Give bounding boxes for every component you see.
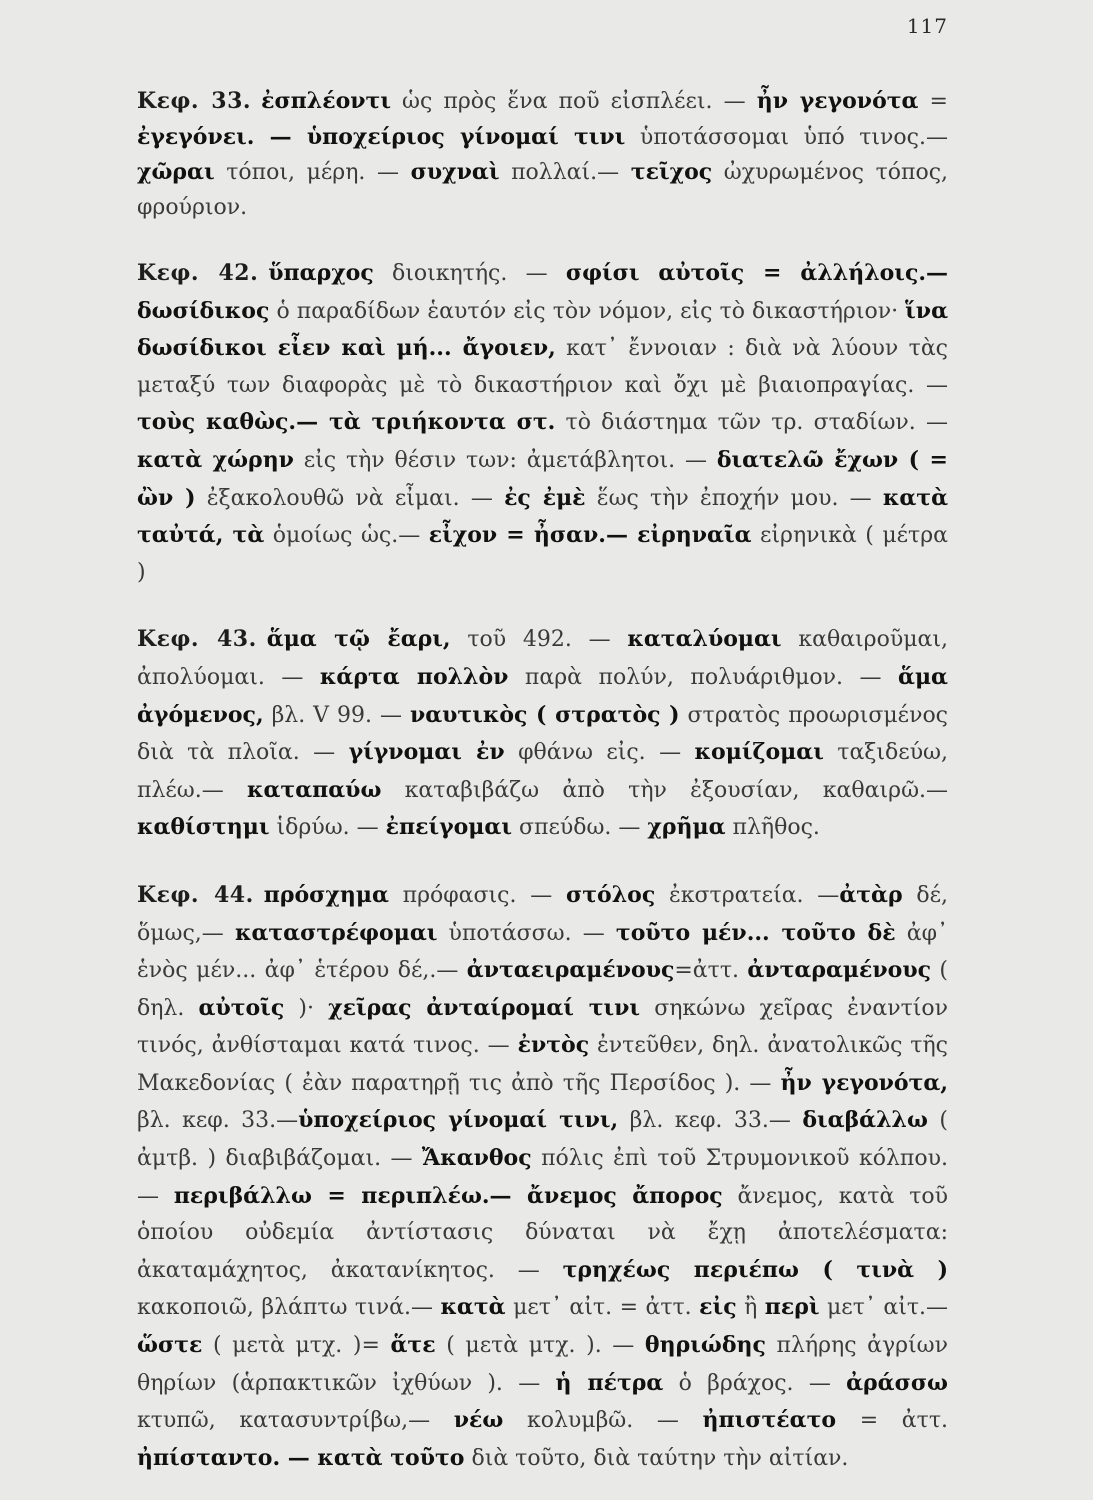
lemma-term: ἡ πέτρα: [555, 1369, 664, 1396]
commentary-body: [137, 84, 948, 1477]
lemma-term: ἦν γεγονότα: [756, 88, 919, 114]
chapter-heading: Κεφ. 44.: [137, 881, 254, 908]
lemma-term: ἀτὰρ: [839, 881, 903, 908]
gloss-text: =ἀττ.: [674, 958, 748, 984]
lemma-term: κομίζομαι: [694, 739, 824, 766]
gloss-text: παρὰ πολύν, πολυάριθμον. —: [508, 664, 899, 690]
lemma-term: ἠπιστέατο: [702, 1407, 837, 1434]
gloss-text: σηκώνω χεῖρας ἐναντίον τινός, ἀνθίσταμαι κατά τινος. —: [137, 995, 948, 1059]
lemma-term: χρῆμα: [647, 814, 726, 841]
lemma-term: περὶ: [764, 1294, 820, 1321]
gloss-text: ( ἀμτβ. ) διαβιβάζομαι. —: [137, 1108, 948, 1172]
lemma-term: συχναὶ: [410, 159, 500, 185]
chapter-paragraph: [137, 255, 948, 591]
lemma-term: ἵνα δωσίδικοι εἶεν καὶ μή... ἄγοιεν,: [137, 297, 948, 362]
lemma-term: πρόσχημα: [263, 881, 389, 908]
gloss-text: μετ᾽ αἰτ.—: [819, 1295, 949, 1321]
gloss-text: πόλις ἐπὶ τοῦ Στρυμονικοῦ κόλπου.—: [137, 1146, 948, 1209]
lemma-term: αὐτοῖς: [198, 994, 285, 1021]
gloss-text: ὁ βράχος. —: [663, 1370, 847, 1396]
chapter-heading: Κεφ. 42.: [137, 260, 259, 286]
gloss-text: τοῦ 492. —: [450, 627, 628, 653]
lemma-term: σφίσι αὐτοῖς = ἀλλήλοις.— δωσίδικος: [137, 260, 948, 324]
gloss-text: βλ. κεφ. 33.—: [137, 1108, 299, 1134]
lemma-term: χῶραι: [137, 159, 215, 185]
gloss-text: ἀφ᾽ ἑνὸς μέν... ἀφ᾽ ἑτέρου δέ,.—: [137, 920, 948, 984]
gloss-text: ὑποτάσσομαι ὑπό τινος.—: [625, 124, 948, 150]
gloss-text: δέ, ὅμως,—: [137, 882, 948, 946]
lemma-term: ἅμα τῷ ἔαρι,: [266, 626, 451, 653]
chapter-paragraph: [137, 621, 948, 847]
gloss-text: ἐκστρατεία. —: [655, 882, 840, 908]
lemma-term: εἰς: [699, 1294, 737, 1321]
lemma-term: ἐς ἐμὲ: [504, 484, 586, 511]
gloss-text: κτυπῶ, κατασυντρίβω,—: [137, 1408, 454, 1434]
gloss-text: διὰ τοῦτο, διὰ ταύτην τὴν αἰτίαν.: [464, 1445, 849, 1471]
gloss-text: στρατὸς προωρισμένος διὰ τὰ πλοῖα. —: [137, 702, 949, 766]
lemma-term: χεῖρας ἀνταίρομαί τινι: [328, 994, 641, 1021]
lemma-term: Ἄκανθος: [421, 1145, 532, 1172]
gloss-text: =: [918, 89, 948, 114]
gloss-text: ὠχυρωμένος τόπος, φρούριον.: [137, 160, 949, 220]
gloss-text: κατ᾽ ἔννοιαν : διὰ νὰ λύουν τὰς μεταξύ των διαφορὰς μὲ τὸ δικαστήριον καὶ ὄχι μὲ βιαιοπραγίας. —: [137, 336, 948, 398]
gloss-text: ὡς πρὸς ἕνα ποῦ εἰσπλέει. —: [390, 89, 757, 114]
chapter-section: [137, 621, 948, 847]
chapter-paragraph: [137, 877, 948, 1478]
gloss-text: τόποι, μέρη. —: [214, 160, 411, 185]
lemma-term: καταλύομαι: [627, 626, 782, 653]
gloss-text: καθαιροῦμαι, ἀπολύομαι. —: [137, 627, 948, 690]
chapter-section: [137, 255, 948, 591]
gloss-text: ( δηλ.: [137, 958, 948, 1021]
gloss-text: φθάνω εἰς. —: [504, 740, 695, 766]
gloss-text: ἄνεμος, κατὰ τοῦ ὁποίου οὐδεμία ἀντίστασις δύναται νὰ ἔχῃ ἀποτελέσματα: ἀκαταμάχητος, ἀκατανίκητος. —: [137, 1183, 948, 1283]
gloss-text: σπεύδω. —: [511, 815, 648, 841]
lemma-term: περιβάλλω = περιπλέω.— ἄνεμος ἄπορος: [173, 1182, 723, 1209]
lemma-term: καθίστημι: [137, 814, 270, 841]
lemma-term: ἐντὸς: [517, 1032, 590, 1059]
chapter-heading: Κεφ. 33.: [137, 88, 252, 114]
gloss-text: πλῆθος.: [725, 815, 820, 841]
gloss-text: = ἀττ.: [836, 1408, 948, 1434]
lemma-term: ὕπαρχος: [268, 260, 374, 286]
chapter-section: [137, 877, 948, 1478]
gloss-text: βλ. V 99. —: [263, 702, 410, 728]
gloss-text: ὁμοίως ὡς.—: [264, 523, 429, 549]
gloss-text: τὸ διάστημα τῶν τρ. σταδίων. —: [555, 410, 948, 436]
gloss-text: πρόφασις. —: [388, 882, 567, 908]
lemma-term: τεῖχος: [630, 159, 713, 185]
gloss-text: ( μετὰ μτχ. ). —: [435, 1333, 645, 1359]
gloss-text: ταξιδεύω, πλέω.—: [137, 740, 948, 803]
lemma-term: τρηχέως περιέπω ( τινὰ ): [562, 1256, 948, 1283]
lemma-term: θηριώδης: [644, 1332, 766, 1359]
gloss-text: ἐντεῦθεν, δηλ. ἀνατολικῶς τῆς Μακεδονίας ( ἐὰν παρατηρῇ τις ἀπὸ τῆς Περσίδος ). —: [137, 1033, 948, 1096]
gloss-text: πολλαί.—: [499, 160, 631, 185]
gloss-text: εἰς τὴν θέσιν των: ἀμετάβλητοι. —: [293, 447, 717, 473]
lemma-term: ἐγεγόνει. — ὑποχείριος γίνομαί τινι: [137, 123, 626, 150]
lemma-term: στόλος: [566, 881, 656, 908]
lemma-term: κάρτα πολλὸν: [319, 663, 509, 690]
lemma-term: τοὺς καθὼς.— τὰ τριήκοντα στ.: [137, 409, 556, 436]
gloss-text: ( μετὰ μτχ. )=: [202, 1333, 391, 1359]
gloss-text: κακοποιῶ, βλάπτω τινά.—: [137, 1295, 441, 1321]
gloss-text: μετ᾽ αἰτ. = ἀττ.: [505, 1295, 700, 1321]
lemma-term: διατελῶ ἔχων ( = ὢν ): [137, 446, 948, 511]
gloss-text: εἰρηνικὰ ( μέτρα ): [137, 523, 948, 585]
lemma-term: νέω: [453, 1407, 504, 1434]
chapter-section: [137, 84, 948, 225]
lemma-term: καταστρέφομαι: [234, 919, 438, 946]
lemma-term: γίγνομαι ἐν: [348, 739, 505, 766]
gloss-text: πλήρης ἀγρίων θηρίων (ἁρπακτικῶν ἰχθύων ). —: [137, 1333, 948, 1396]
lemma-term: ἐσπλέοντι: [261, 88, 391, 114]
lemma-term: ὥστε: [137, 1332, 203, 1359]
lemma-term: τοῦτο μέν... τοῦτο δὲ: [615, 919, 896, 946]
lemma-term: ἀνταραμένους: [747, 957, 931, 984]
lemma-term: ἐπείγομαι: [385, 814, 512, 841]
gloss-text: ὑποτάσσω. —: [437, 920, 616, 946]
page-number: 117: [906, 14, 948, 38]
lemma-term: κατὰ: [440, 1294, 506, 1321]
gloss-text: καταβιβάζω ἀπὸ τὴν ἐξουσίαν, καθαιρῶ.—: [381, 777, 948, 803]
gloss-text: )·: [284, 995, 329, 1021]
lemma-term: ἀνταειραμένους: [466, 957, 675, 984]
lemma-term: ἅμα ἀγόμενος,: [137, 663, 948, 728]
lemma-term: ὑποχείριος γίνομαί τινι,: [298, 1107, 619, 1134]
lemma-term: ἦν γεγονότα,: [780, 1069, 948, 1096]
lemma-term: καταπαύω: [247, 776, 382, 803]
gloss-text: ὁ παραδίδων ἑαυτόν εἰς τὸν νόμον, εἰς τὸ δικαστήριον·: [269, 298, 906, 324]
gloss-text: κολυμβῶ. —: [503, 1408, 703, 1434]
lemma-term: κατὰ χώρην: [137, 446, 294, 473]
lemma-term: ἅτε: [390, 1332, 436, 1359]
lemma-term: ἀράσσω: [846, 1369, 949, 1396]
gloss-text: βλ. κεφ. 33.—: [618, 1108, 803, 1134]
lemma-term: ναυτικὸς ( στρατὸς ): [409, 701, 680, 728]
gloss-text: ἱδρύω. —: [269, 815, 386, 841]
lemma-term: διαβάλλω: [802, 1107, 928, 1134]
gloss-text: διοικητής. —: [373, 261, 566, 286]
lemma-term: κατὰ ταὐτά, τὰ: [137, 484, 949, 549]
gloss-text: ἢ: [736, 1295, 765, 1321]
lemma-term: ἠπίσταντο. — κατὰ τοῦτο: [137, 1444, 465, 1471]
chapter-paragraph: [137, 84, 948, 225]
gloss-text: ἕως τὴν ἐποχήν μου. —: [585, 485, 883, 511]
gloss-text: ἐξακολουθῶ νὰ εἶμαι. —: [195, 485, 505, 511]
lemma-term: εἶχον = ἦσαν.— εἰρηναῖα: [428, 522, 752, 549]
chapter-heading: Κεφ. 43.: [137, 626, 257, 653]
